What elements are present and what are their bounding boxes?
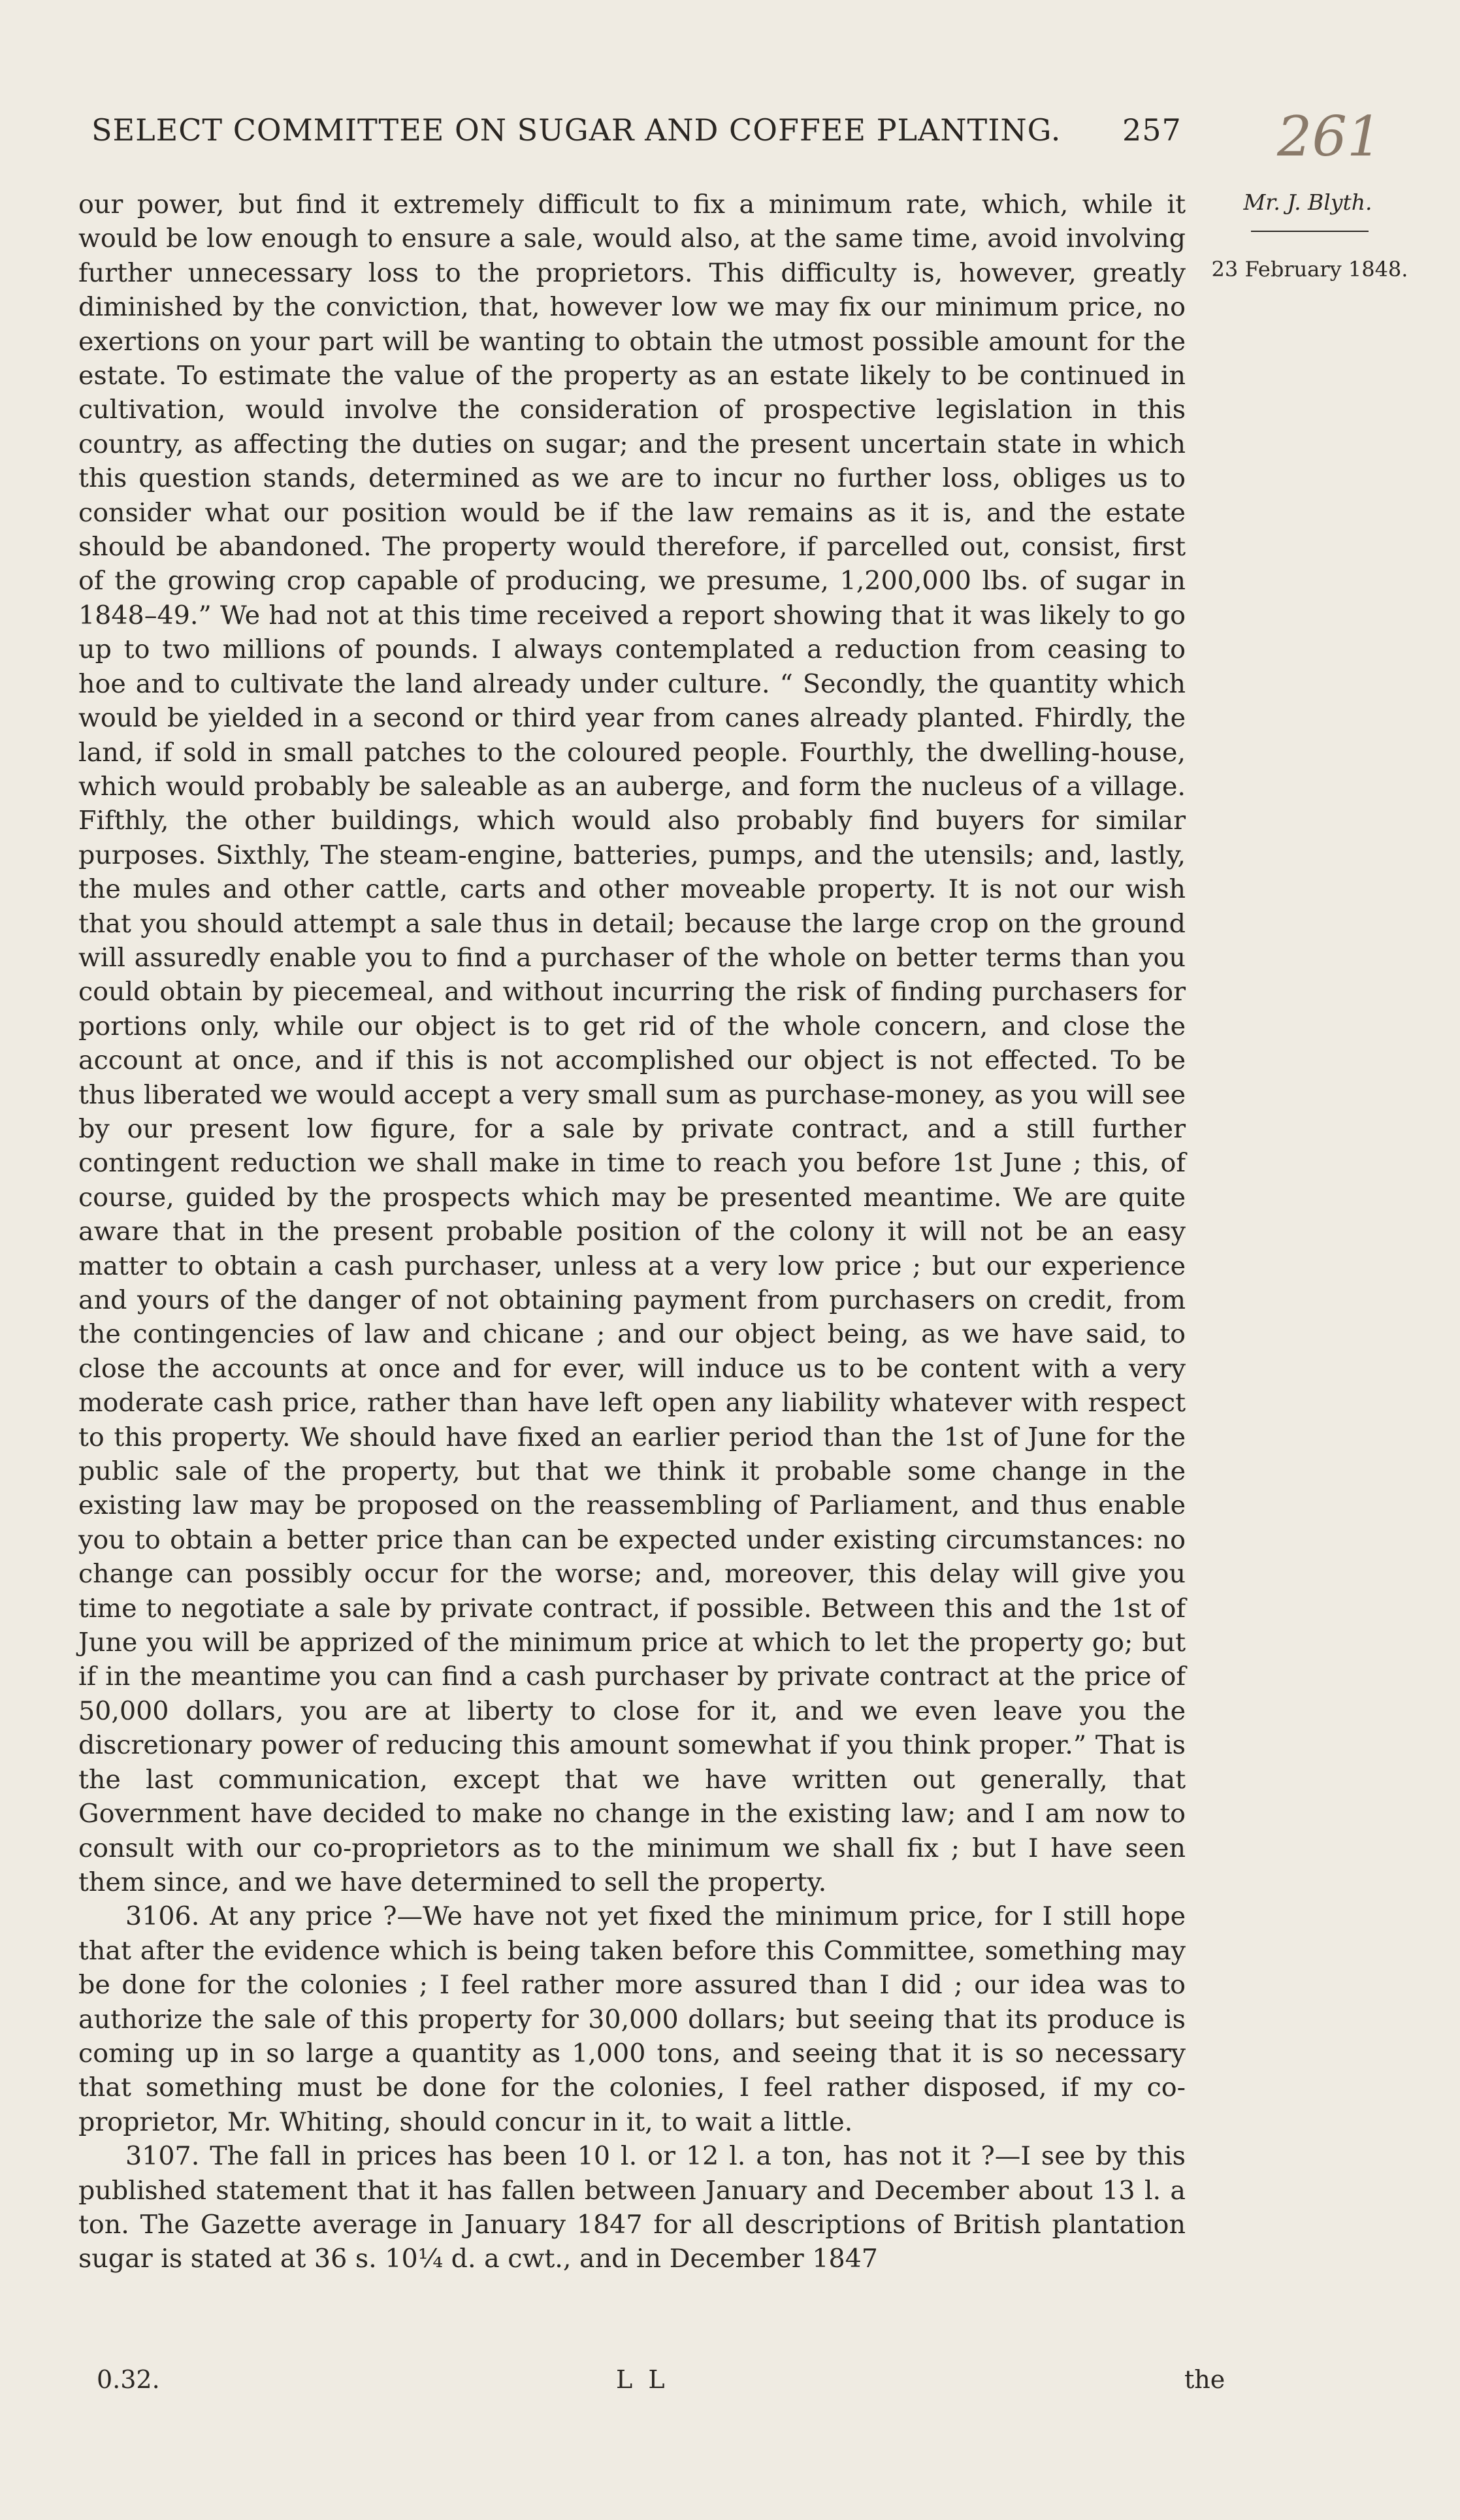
footer-code: 0.32.: [97, 2365, 160, 2394]
catchword: the: [1184, 2365, 1225, 2394]
paragraph-question-3107: 3107. The fall in prices has been 10 l. or 12 l. a ton, has not it ?—I see by this published statement that it has fallen between January and December about 13 l. a ton. The Gazette average in January 1847 for all descriptions of British plantation sugar is stated at 36 s. 10¼ d. a cwt., and in December 1847: [78, 2141, 1186, 2274]
page-number: 257: [1122, 112, 1182, 148]
paragraph-question-3106: 3106. At any price ?—We have not yet fixed the minimum price, for I still hope that after the evidence which is being taken before this Committee, something may be done for the colonies ; I feel rather more assured than I did ; our idea was to authorize the sale of this property for 30,000 dollars; but seeing that its produce is coming up in so large a quantity as 1,000 tons, and seeing that it is so necessary that something must be done for the colonies, I feel rather disposed, if my co-proprietor, Mr. Whiting, should concur in it, to wait a little.: [78, 1901, 1186, 2137]
handwritten-page-number: 261: [1277, 105, 1382, 169]
body-text: [78, 188, 1186, 2276]
signature-mark: L L: [616, 2365, 669, 2394]
margin-witness-name: Mr. J. Blyth.: [1243, 189, 1372, 215]
running-header: [91, 112, 1182, 148]
header-title: SELECT COMMITTEE ON SUGAR AND COFFEE PLANTING.: [91, 112, 1062, 148]
margin-date: 23 February 1848.: [1211, 257, 1408, 282]
paragraph-continuation: our power, but find it extremely difficult to fix a minimum rate, which, while it would be low enough to ensure a sale, would also, at the same time, avoid involving further unnecessary loss to the proprietors. This difficulty is, however, greatly diminished by the conviction, that, however low we may fix our minimum price, no exertions on your part will be wanting to obtain the utmost possible amount for the estate. To estimate the value of the property as an estate likely to be continued in cultivation, would involve the consideration of prospective legislation in this country, as affecting the duties on sugar; and the present uncertain state in which this question stands, determined as we are to incur no further loss, obliges us to consider what our position would be if the law remains as it is, and the estate should be abandoned. The property would therefore, if parcelled out, consist, first of the growing crop capable of producing, we presume, 1,200,000 lbs. of sugar in 1848–49.” We had not at this time received a report showing that it was likely to go up to two millions of pounds. I always contemplated a reduction from ceasing to hoe and to cultivate the land already under culture. “ Secondly, the quantity which would be yielded in a second or third year from canes already planted. Fhirdly, the land, if sold in small patches to the coloured people. Fourthly, the dwelling-house, which would probably be saleable as an auberge, and form the nucleus of a village. Fifthly, the other buildings, which would also probably find buyers for similar purposes. Sixthly, The steam-engine, batteries, pumps, and the utensils; and, lastly, the mules and other cattle, carts and other moveable property. It is not our wish that you should attempt a sale thus in detail; because the large crop on the ground will assuredly enable you to find a purchaser of the whole on better terms than you could obtain by piecemeal, and without incurring the risk of finding purchasers for portions only, while our object is to get rid of the whole concern, and close the account at once, and if this is not accomplished our object is not effected. To be thus liberated we would accept a very small sum as purchase-money, as you will see by our present low figure, for a sale by private contract, and a still further contingent reduction we shall make in time to reach you before 1st June ; this, of course, guided by the prospects which may be presented meantime. We are quite aware that in the present probable position of the colony it will not be an easy matter to obtain a cash purchaser, unless at a very low price ; but our experience and yours of the danger of not obtaining payment from purchasers on credit, from the contingencies of law and chicane ; and our object being, as we have said, to close the accounts at once and for ever, will induce us to be content with a very moderate cash price, rather than have left open any liability whatever with respect to this property. We should have fixed an earlier period than the 1st of June for the public sale of the property, but that we think it probable some change in the existing law may be proposed on the reassembling of Parliament, and thus enable you to obtain a better price than can be expected under existing circumstances: no change can possibly occur for the worse; and, moreover, this delay will give you time to negotiate a sale by private contract, if possible. Between this and the 1st of June you will be apprized of the minimum price at which to let the property go; but if in the meantime you can find a cash purchaser by private contract at the price of 50,000 dollars, you are at liberty to close for it, and we even leave you the discretionary power of reducing this amount somewhat if you think proper.” That is the last communication, except that we have written out generally, that Government have decided to make no change in the existing law; and I am now to consult with our co-proprietors as to the minimum we shall fix ; but I have seen them since, and we have determined to sell the property.: [78, 189, 1186, 1897]
margin-divider: [1251, 231, 1369, 232]
